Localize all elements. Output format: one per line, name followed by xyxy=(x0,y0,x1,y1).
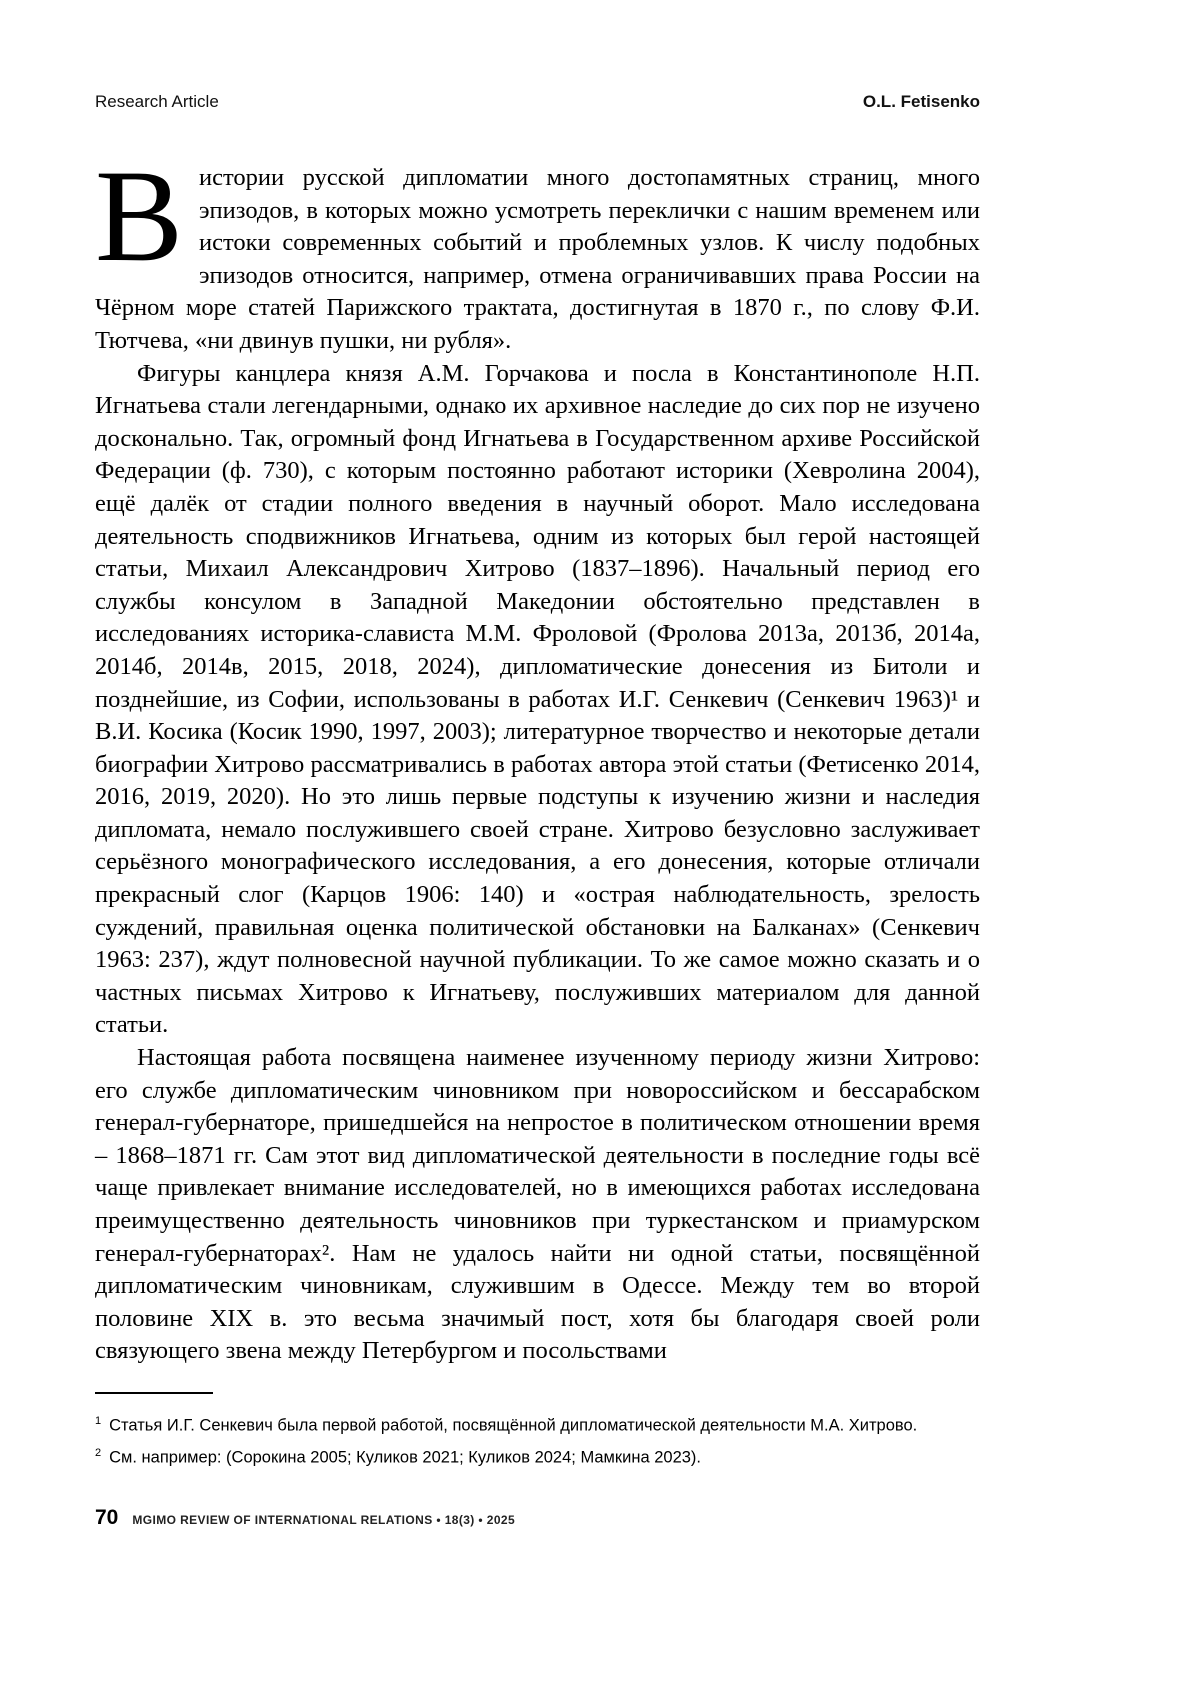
paragraph-1 xyxy=(95,142,980,358)
paragraph-3: Настоящая работа посвящена наименее изученному периоду жизни Хитрово: его службе дипломатическим чиновником при новороссийском и бессарабском генерал-губернаторе, пришедшейся на непростое в политическом отношении время – 1868–1871 гг. Сам этот вид дипломатической деятельности в последние годы всё чаще привлекает внимание исследователей, но в имеющихся работах исследована преимущественно деятельность чиновников при туркестанском и приамурском генерал-губернаторах². Нам не удалось найти ни одной статьи, посвящённой дипломатическим чиновникам, служившим в Одессе. Между тем во второй половине XIX в. это весьма значимый пост, хотя бы благодаря своей роли связующего звена между Петербургом и посольствами xyxy=(95,1044,980,1365)
journal-line: MGIMO REVIEW OF INTERNATIONAL RELATIONS • 18(3) • 2025 xyxy=(132,1513,516,1527)
footnote-1-marker: 1 xyxy=(95,1415,102,1427)
footnote-separator xyxy=(95,1392,213,1394)
article-body xyxy=(95,142,980,1368)
paragraph-2: Фигуры канцлера князя А.М. Горчакова и посла в Константинополе Н.П. Игнатьева стали легендарными, однако их архивное наследие до сих пор не изучено досконально. Так, огромный фонд Игнатьева в Государственном архиве Российской Федерации (ф. 730), с которым постоянно работают историки (Хевролина 2004), ещё далёк от стадии полного введения в научный оборот. Мало исследована деятельность сподвижников Игнатьева, одним из которых был герой настоящей статьи, Михаил Александрович Хитрово (1837–1896). Начальный период его службы консулом в Западной Македонии обстоятельно представлен в исследованиях историка-слависта М.М. Фроловой (Фролова 2013а, 2013б, 2014а, 2014б, 2014в, 2015, 2018, 2024), дипломатические донесения из Битоли и позднейшие, из Софии, использованы в работах И.Г. Сенкевич (Сенкевич 1963)¹ и В.И. Косика (Косик 1990, 1997, 2003); литературное творчество и некоторые детали биографии Хитрово рассматривались в работах автора этой статьи (Фетисенко 2014, 2016, 2019, 2020). Но это лишь первые подступы к изучению жизни и наследия дипломата, немало послужившего своей стране. Хитрово безусловно заслуживает серьёзного монографического исследования, а его донесения, которые отличали прекрасный слог (Карцов 1906: 140) и «острая наблюдательность, зрелость суждений, правильная оценка политической обстановки на Балканах» (Сенкевич 1963: 237), ждут полновесной научной публикации. То же самое можно сказать и о частных письмах Хитрово к Игнатьеву, послуживших материалом для данной статьи. xyxy=(95,359,980,1039)
page-number: 70 xyxy=(95,1506,119,1529)
footnote-1 xyxy=(95,1408,980,1440)
footnote-2-marker: 2 xyxy=(95,1446,102,1459)
drop-cap: В xyxy=(95,142,184,289)
footnote-2-text: См. например: (Сорокина 2005; Куликов 2021; Куликов 2024; Мамкина 2023). xyxy=(109,1448,701,1466)
footnote-2 xyxy=(95,1440,980,1472)
author-name: O.L. Fetisenko xyxy=(862,92,980,111)
footnote-1-text: Статья И.Г. Сенкевич была первой работой, посвящённой дипломатической деятельности М.А. Хитрово. xyxy=(109,1416,918,1435)
article-type-label: Research Article xyxy=(95,92,219,111)
page-footer xyxy=(95,1506,980,1530)
footnote-area xyxy=(95,1392,980,1471)
page-header xyxy=(95,92,980,112)
paragraph-1-text: истории русской дипломатии много достопамятных страниц, много эпизодов, в которых можно усмотреть переклички с нашим временем или истоки современных событий и проблемных узлов. К числу подобных эпизодов относится, например, отмена ограничивавших права России на Чёрном море статей Парижского трактата, достигнутая в 1870 г., по слову Ф.И. Тютчева, «ни двинув пушки, ни рубля». xyxy=(95,164,980,354)
